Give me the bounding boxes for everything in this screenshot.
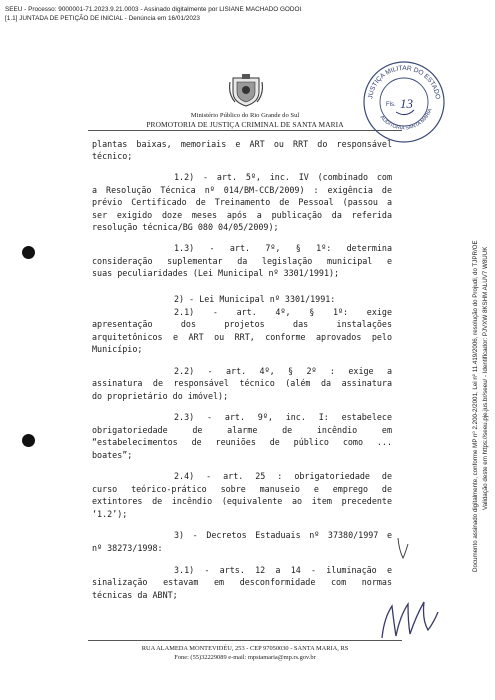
- body-line: 3) - Decretos Estaduais nº 37380/1997 e: [174, 530, 392, 540]
- body-line: obrigatoriedade de alarme de incêndio em: [92, 425, 392, 435]
- svg-text:AUDITORIA SANTA MARIA: AUDITORIA SANTA MARIA: [378, 107, 434, 132]
- body-line: extintores de incêndio (equivalente ao item precedente: [92, 496, 392, 506]
- body-line: boates”;: [92, 450, 133, 460]
- body-line: 3.1) - arts. 12 a 14 - iluminação e: [174, 565, 392, 575]
- body-line: sinalização estavam em desconformidade com normas: [92, 577, 392, 587]
- coat-of-arms-icon: [229, 72, 263, 108]
- body-line: técnico;: [92, 151, 133, 161]
- punch-hole: [22, 434, 35, 447]
- body-line: a Resolução Técnica nº 014/BM-CCB/2009) : exigência de: [92, 185, 392, 195]
- body-line: assinatura de responsável técnico (além da assinatura: [92, 378, 392, 388]
- body-line: 1.2) - art. 5º, inc. IV (combinado com: [174, 172, 392, 182]
- svg-text:Fls.: Fls.: [386, 102, 396, 108]
- validation-stamp-line-2: Validação deste em https://seeu.pje.jus.br/seeu/ - Identificador: PJVXW 8KSHM ALUV7 W8UUK: [482, 246, 489, 510]
- body-line: 2.3) - art. 9º, inc. I: estabelece: [174, 412, 392, 422]
- signature-stamp-line-2: [1.1] JUNTADA DE PETIÇÃO DE INICIAL - Denúncia em 16/01/2023: [5, 15, 200, 22]
- ministry-name: Ministério Público do Rio Grande do Sul: [190, 112, 300, 119]
- body-line: ‘1.2’);: [92, 509, 128, 519]
- court-seal-stamp: [362, 60, 446, 144]
- body-line: apresentação dos projetos das instalações: [92, 319, 392, 329]
- office-name: PROMOTORIA DE JUSTIÇA CRIMINAL DE SANTA MARIA: [146, 120, 344, 129]
- body-line: 2.4) - art. 25 : obrigatoriedade de: [174, 471, 392, 481]
- handwritten-initials: [378, 598, 442, 644]
- body-line: 2.2) - art. 4º, § 2º : exige a: [174, 366, 392, 376]
- punch-hole: [22, 246, 35, 259]
- body-line: 2) - Lei Municipal nº 3301/1991:: [174, 294, 336, 304]
- body-line: suas peculiaridades (Lei Municipal nº 3301/1991);: [92, 268, 340, 278]
- body-line: do proprietário do imóvel);: [92, 391, 229, 401]
- body-line: plantas baixas, memoriais e ART ou RRT do responsável: [92, 139, 392, 149]
- body-line: técnicas da ABNT;: [92, 590, 178, 600]
- body-line: nº 38273/1998:: [92, 543, 163, 553]
- body-line: Município;: [92, 344, 143, 354]
- body-line: 2.1) - art. 4º, § 1º: exige: [174, 307, 392, 317]
- signature-stamp-line-1: SEEU - Processo: 9000001-71.2023.9.21.0003 - Assinado digitalmente por LISIANE MACHADO GODOI: [5, 6, 302, 13]
- footer-address: RUA ALAMEDA MONTEVIDÉU, 253 - CEP 97050030 - SANTA MARIA, RS: [141, 645, 349, 652]
- body-line: arquitetônicos e ART ou RRT, conforme aprovados pelo: [92, 332, 392, 342]
- handwritten-mark: [395, 534, 411, 562]
- body-line: “estabelecimentos de reuniões de público como ...: [92, 437, 392, 447]
- body-line: curso teórico-prático sobre manuseio e emprego de: [92, 484, 392, 494]
- body-line: ser exigido doze meses após a publicação da referida: [92, 210, 392, 220]
- validation-stamp-line-1: Documento assinado digitalmente, conforme MP nº 2.200-2/2001, Lei nº 11.419/2006, resolução do Projudi, do TJPR/OE: [472, 240, 479, 572]
- svg-text:JUSTIÇA MILITAR DO ESTADO: JUSTIÇA MILITAR DO ESTADO: [367, 64, 441, 100]
- body-line: 1.3) - art. 7º, § 1º: determina: [174, 243, 392, 253]
- body-line: consideração suplementar da legislação municipal e: [92, 256, 392, 266]
- body-line: prévio Certificado de Treinamento de Pessoal (passou a: [92, 197, 392, 207]
- footer-contact: Fone: (55)32229089 e-mail: mpstamaria@mp.rs.gov.br: [174, 654, 316, 661]
- body-line: resolução técnica/BG 080 04/05/2009);: [92, 222, 279, 232]
- footer-divider: [88, 640, 402, 641]
- svg-text:13: 13: [400, 96, 413, 111]
- header-divider: [88, 130, 402, 131]
